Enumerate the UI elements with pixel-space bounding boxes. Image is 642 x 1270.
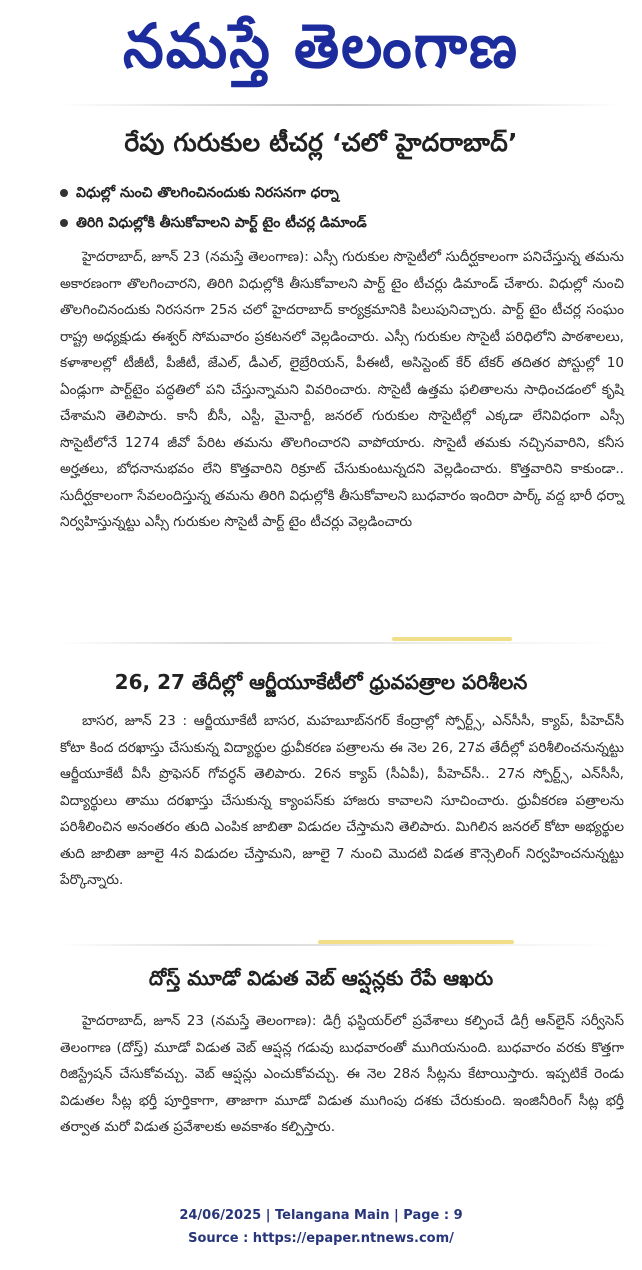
article1-bullet-text: విధుల్లో నుంచి తొలగించినందుకు నిరసనగా ధర్నా xyxy=(76,185,339,201)
bullet-dot-icon xyxy=(60,219,68,227)
bullet-dot-icon xyxy=(60,189,68,197)
article3-headline: దోస్త్ మూడో విడుత వెబ్ ఆప్షన్లకు రేపే ఆఖరు xyxy=(148,966,494,990)
divider-accent-2 xyxy=(318,940,514,944)
article1-body: హైదరాబాద్, జూన్ 23 (నమస్తే తెలంగాణ): ఎస్సీ గురుకుల సొసైటీలో సుదీర్ఘకాలంగా పనిచేస్తున్న తమను అకారణంగా తొలగించారని, తిరిగి విధుల్లోకి తీసుకోవాలని పార్ట్ టైం టీచర్లు డిమాండ్ చేశారు. విధుల్లో నుంచి తొలగించినందుకు నిరసనగా 25న చలో హైదరాబాద్ కార్యక్రమానికి పిలుపునిచ్చారు. పార్ట్ టైం టీచర్ల సంఘం రాష్ట్ర అధ్యక్షుడు ఈశ్వర్ సోమవారం ప్రకటనలో వెల్లడించారు. ఎస్సీ గురుకుల సొసైటీ పరిధిలోని పాఠశాలలు, కళాశాలల్లో టీజీటీ, పీజీటీ, జేఎల్, డీఎల్, లైబ్రేరియన్, పీఈటీ, అసిస్టెంట్ కేర్ టేకర్ తదితర పోస్టుల్లో 10 ఏండ్లుగా పార్ట్‌టైం పద్ధతిలో పని చేస్తున్నామని వివరించారు. సొసైటీ ఉత్తమ ఫలితాలను సాధించడంలో కృషి చేశామని తెలిపారు. కానీ బీసీ, ఎస్టీ, మైనార్టీ, జనరల్ గురుకుల సొసైటీల్లో ఎక్కడా లేనివిధంగా ఎస్సీ సొసైటీలోనే 1274 జీవో పేరిట తమను తొలగించారని వాపోయారు. సొసైటీ తమకు నచ్చినవారిని, కనీస అర్హతలు, బోధనానుభవం లేని కొత్తవారిని రిక్రూట్ చేసుకుంటున్నదని వెల్లడించారు. కొత్తవారిని కాకుండా.. సుదీర్ఘకాలంగా సేవలందిస్తున్న తమను తిరిగి విధుల్లోకి తీసుకోవాలని బుధవారం ఇందిరా పార్క్ వద్ద భారీ ధర్నా నిర్వహిస్తున్నట్టు ఎస్సీ గురుకుల సొసైటీ పార్ట్ టైం టీచర్లు వెల్లడించారు xyxy=(60,249,624,530)
article1-bullets xyxy=(60,178,620,238)
article1-bullet xyxy=(60,178,620,208)
masthead xyxy=(0,0,642,96)
article1-bullet xyxy=(60,208,620,238)
divider-top xyxy=(60,104,620,106)
masthead-title: నమస్తే తెలంగాణ xyxy=(123,10,519,82)
article1-headline: రేపు గురుకుల టీచర్ల ‘చలో హైదరాబాద్’ xyxy=(124,128,518,157)
article3-body: హైదరాబాద్, జూన్ 23 (నమస్తే తెలంగాణ): డిగ్రీ ఫస్టియర్‌లో ప్రవేశాలు కల్పించే డిగ్రీ ఆన్‌లైన్ సర్వీసెస్ తెలంగాణ (దోస్త్) మూడో విడుత వెబ్ ఆప్షన్ల గడువు బుధవారంతో ముగియనుంది. బుధవారం వరకు కొత్తగా రిజిస్ట్రేషన్ చేసుకోవచ్చు. వెబ్ ఆప్షన్లు ఎంచుకోవచ్చు. ఈ నెల 28న సీట్లను కేటాయిస్తారు. ఇప్పటికే రెండు విడుతల సీట్ల భర్తీ పూర్తికాగా, తాజాగా మూడో విడుత ముగింపు దశకు చేరుకుంది. ఇంజినీరింగ్ సీట్ల భర్తీ తర్వాత మరో విడుత ప్రవేశాలకు అవకాశం కల్పిస్తారు. xyxy=(60,1013,624,1135)
article2-headline: 26, 27 తేదీల్లో ఆర్జీయూకేటీలో ధ్రువపత్రాల పరిశీలన xyxy=(114,670,528,694)
divider-accent-1 xyxy=(392,637,512,641)
footer-date-edition: 24/06/2025 | Telangana Main | Page : 9 xyxy=(179,1208,463,1223)
divider-middle-2 xyxy=(60,944,620,946)
article1-bullet-text: తిరిగి విధుల్లోకి తీసుకోవాలని పార్ట్ టైం టీచర్ల డిమాండ్ xyxy=(76,215,367,231)
footer-source: Source : https://epaper.ntnews.com/ xyxy=(188,1231,454,1246)
article2-body: బాసర, జూన్ 23 : ఆర్జీయూకేటీ బాసర, మహబూబ్‌నగర్ కేంద్రాల్లో స్పోర్ట్స్, ఎన్‌సీసీ, క్యాప్, పీహెచ్‌సీ కోటా కింద దరఖాస్తు చేసుకున్న విద్యార్థుల ధ్రువీకరణ పత్రాలను ఈ నెల 26, 27వ తేదీల్లో పరిశీలించనున్నట్టు ఆర్జీయూకేటీ వీసీ ప్రొఫెసర్ గోవర్ధన్ తెలిపారు. 26న క్యాప్ (సీఏపీ), పీహెచ్‌సీ.. 27న స్పోర్ట్స్, ఎన్‌సీసీ, విద్యార్థులు తాము దరఖాస్తు చేసుకున్న క్యాంపస్‌కు హాజరు కావాలని సూచించారు. ధ్రువీకరణ పత్రాలను పరిశీలించిన అనంతరం తుది ఎంపిక జాబితా విడుదల చేస్తామని తెలిపారు. మిగిలిన జనరల్ కోటా అభ్యర్థుల తుది జాబితా జూలై 4న విడుదల చేస్తామని, జూలై 7 నుంచి మొదటి విడత కౌన్సెలింగ్ నిర్వహించనున్నట్టు పేర్కొన్నారు. xyxy=(60,713,624,888)
divider-middle-1 xyxy=(60,642,620,644)
